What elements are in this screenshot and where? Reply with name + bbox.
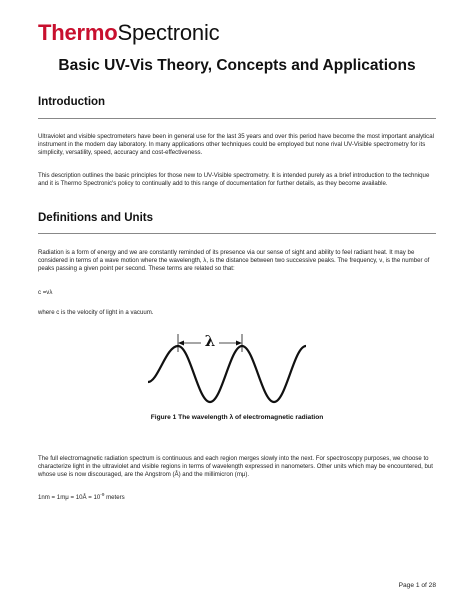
wave-equation: c =νλ <box>38 289 53 296</box>
definitions-paragraph-2: where c is the velocity of light in a vacuum. <box>38 309 154 316</box>
heading-definitions: Definitions and Units <box>38 212 153 224</box>
definitions-paragraph-1: Radiation is a form of energy and we are constantly reminded of its presence via our sense of sight and ability to feel radiant heat. It may be considered in terms of a wave motion where the wavelength, λ, is the distance between two successive peaks. The frequency, ν, is the number of peaks passing a given point per second. These terms are related so that: <box>38 249 430 273</box>
sine-wave <box>148 346 306 402</box>
lambda-label: λ <box>204 332 216 350</box>
figure-caption: Figure 1 The wavelength λ of electromagnetic radiation <box>150 414 324 421</box>
intro-paragraph-1: Ultraviolet and visible spectrometers have been in general use for the last 35 years and over this period have become the most important analytical instrument in the modern day laboratory. In many applications other techniques could be employed but none rival UV-Visible spectrometry for its simplicity, versatility, speed, accuracy and cost-effectiveness. <box>38 133 434 157</box>
page-title: Basic UV-Vis Theory, Concepts and Applications <box>58 57 416 74</box>
units-equation <box>38 491 440 502</box>
page-number: Page 1 of 28 <box>398 582 436 589</box>
intro-paragraph-2: This description outlines the basic principles for those new to UV-Visible spectrometry. It is intended purely as a brief introduction to the technique and it is Thermo Spectronic's policy to continually add to this range of documentation for further details, as they become available. <box>38 172 430 188</box>
brand-logo <box>38 20 219 46</box>
heading-introduction: Introduction <box>38 96 106 108</box>
section-divider <box>38 118 436 119</box>
wavelength-figure <box>148 326 328 408</box>
units-equation-main: 1nm = 1mμ = 10Å = 10 <box>38 494 101 502</box>
units-exponent: -9 <box>100 492 105 497</box>
definitions-paragraph-3: The full electromagnetic radiation spectrum is continuous and each region merges slowly into the next. For spectroscopy purposes, we choose to characterize light in the ultraviolet and visible regions in terms of wavelength expressed in nanometers. Other units which may be encountered, but whose use is now discouraged, are the Angstrom (Å) and the millimicron (mμ). <box>38 455 433 479</box>
logo-spectronic: Spectronic <box>117 20 220 45</box>
logo-thermo: Thermo <box>38 20 118 45</box>
arrow-head-right-icon <box>236 341 242 346</box>
units-suffix: meters <box>104 494 125 502</box>
arrow-head-left-icon <box>178 341 184 346</box>
section-divider <box>38 233 436 234</box>
